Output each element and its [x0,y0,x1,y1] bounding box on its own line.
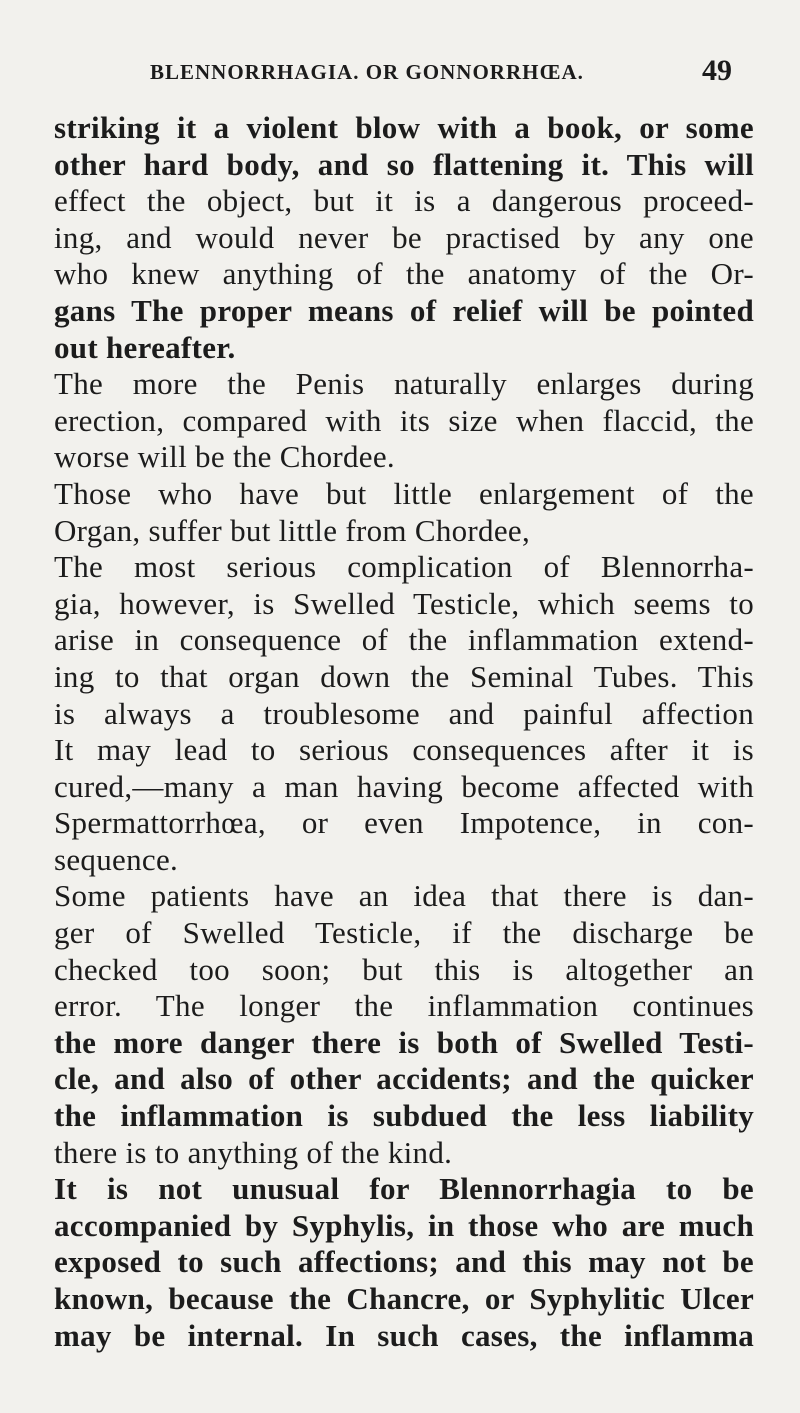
text-line: Those who have but little enlargement of the [54,475,754,511]
text-line: gia, however, is Swelled Testicle, which seems to [54,585,754,621]
text-line: striking it a violent blow with a book, or some [54,110,754,145]
text-line: who knew anything of the anatomy of the Or- [54,256,754,292]
text-line: the more danger there is both of Swelled Testi- [54,1024,754,1060]
text-line: ing, and would never be practised by any one [54,219,754,255]
text-line: arise in consequence of the inflammation extend- [54,622,754,658]
text-line: It is not unusual for Blennorrhagia to be [54,1171,754,1207]
text-line: cured,—many a man having become affected with [54,768,754,804]
running-title: BLENNORRHAGIA. OR GONNORRHŒA. [150,60,584,84]
text-line: other hard body, and so flattening it. This will [54,146,754,182]
text-line: Some patients have an idea that there is dan- [54,878,754,914]
text-line: exposed to such affections; and this may not be [54,1244,754,1280]
text-line: ing to that organ down the Seminal Tubes. This [54,658,754,694]
running-head [150,56,750,96]
body-text [54,110,754,1354]
text-line: effect the object, but it is a dangerous proceed- [54,183,754,219]
text-line: Spermattorrhœa, or even Impotence, in con- [54,805,754,841]
text-line: error. The longer the inflammation continues [54,988,754,1024]
text-line: The more the Penis naturally enlarges during [54,366,754,402]
text-line: erection, compared with its size when flaccid, the [54,402,754,438]
text-line: Organ, suffer but little from Chordee, [54,512,531,548]
page-number: 49 [702,54,732,87]
text-line: ger of Swelled Testicle, if the discharge be [54,915,754,951]
text-line: there is to anything of the kind. [54,1134,453,1170]
text-line: the inflammation is subdued the less liability [54,1098,754,1134]
text-line: known, because the Chancre, or Syphylitic Ulcer [54,1281,754,1316]
text-line: worse will be the Chordee. [54,439,395,475]
text-line: out hereafter. [54,329,236,365]
text-line: cle, and also of other accidents; and the quicker [54,1061,754,1097]
text-line: The most serious complication of Blennorrha- [54,549,754,585]
text-line: It may lead to serious consequences after it is [54,732,754,768]
text-line: is always a troublesome and painful affection [54,695,754,731]
text-line: checked too soon; but this is altogether an [54,951,754,987]
text-line: gans The proper means of relief will be pointed [54,292,754,328]
text-line: accompanied by Syphylis, in those who are much [54,1207,754,1243]
text-line: may be internal. In such cases, the inflamma [54,1317,754,1353]
text-line: sequence. [54,841,179,877]
